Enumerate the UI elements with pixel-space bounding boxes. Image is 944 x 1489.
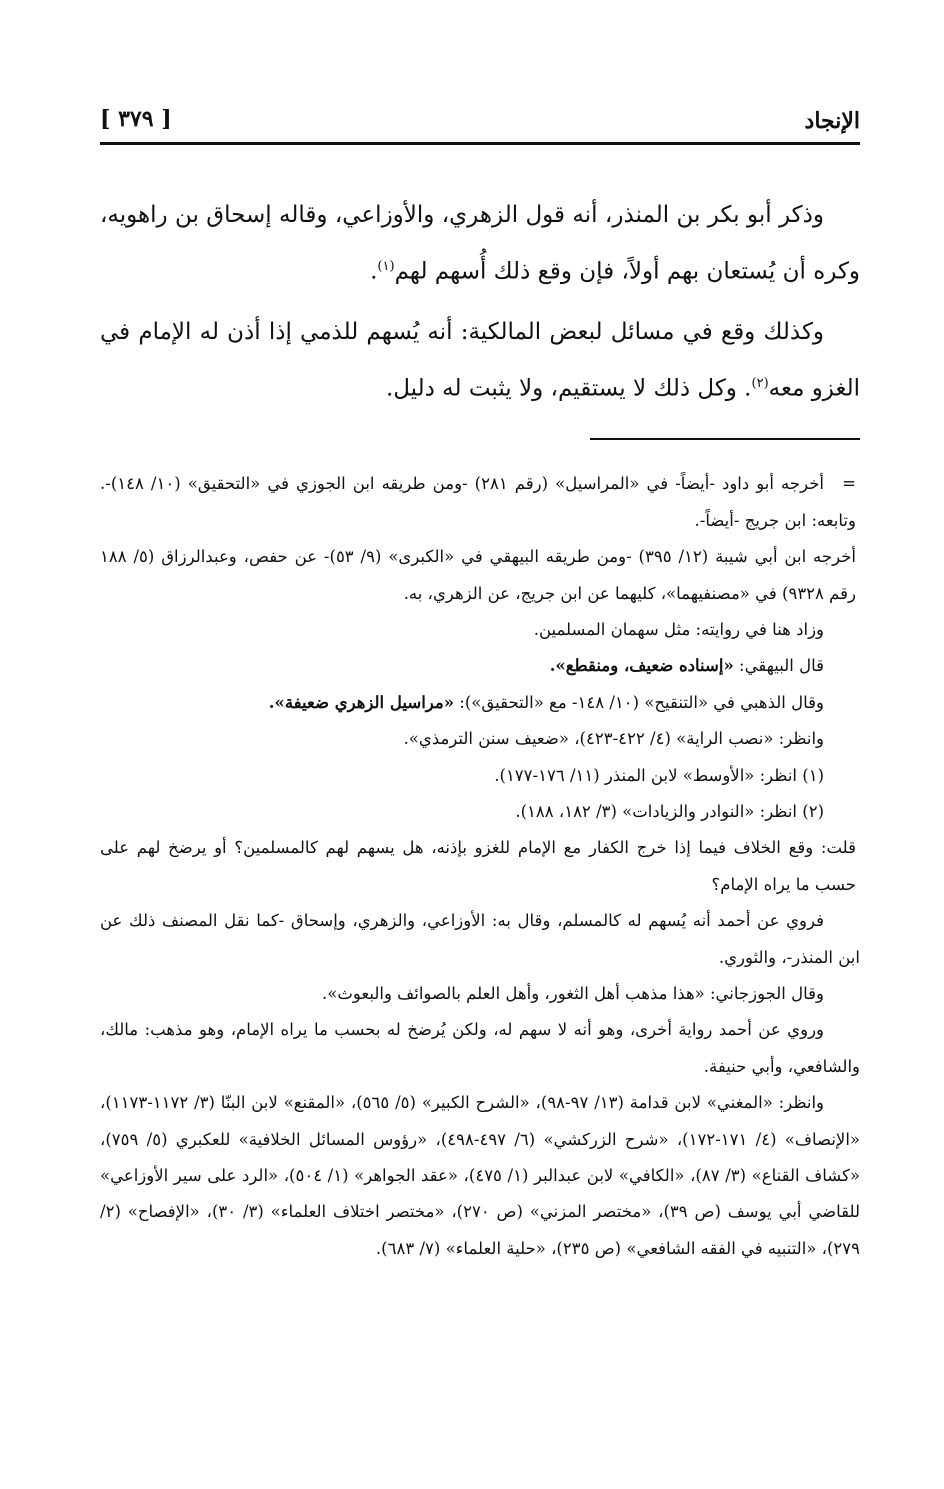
main-paragraph (100, 306, 860, 415)
book-page (100, 100, 860, 1460)
footnote-line (100, 612, 860, 648)
footnote-text: أخرجه أبو داود -أيضاً- في «المراسيل» (رقم ٢٨١) -ومن طريقه ابن الجوزي في «التحقيق» (١٠/ ١٤٨)-. وتابعه: ابن جريج -أيضاً-. (100, 474, 856, 530)
main-paragraph (100, 189, 860, 298)
footnote-line (100, 539, 860, 612)
footnotes (100, 466, 860, 1267)
footnote-text: وانظر: «نصب الراية» (٤/ ٤٢٢-٤٢٣)، «ضعيف سنن الترمذي». (403, 729, 824, 749)
main-paragraph-text: وذكر أبو بكر بن المنذر، أنه قول الزهري، والأوزاعي، وقاله إسحاق بن راهويه، وكره أن يُستعان بهم أولاً، فإن وقع ذلك أُسهم لهم (100, 202, 860, 285)
footnote-text: (١) انظر: «الأوسط» لابن المنذر (١١/ ١٧٦-١٧٧). (494, 765, 824, 785)
footnote-line (100, 976, 860, 1012)
footnote-text: قلت: وقع الخلاف فيما إذا خرج الكفار مع الإمام للغزو بإذنه، هل يسهم لهم كالمسلمين؟ أو يرضخ لهم على حسب ما يراه الإمام؟ (100, 838, 856, 894)
footnote-line (100, 685, 860, 721)
footnote-text: قال البيهقي: (733, 656, 824, 676)
footnote-text: وروي عن أحمد رواية أخرى، وهو أنه لا سهم له، ولكن يُرضخ له بحسب ما يراه الإمام، وهو مذهب: مالك، والشافعي، وأبي حنيفة. (100, 1020, 860, 1076)
footnote-line (100, 830, 860, 903)
footnote-text: وانظر: «المغني» لابن قدامة (١٣/ ٩٧-٩٨)، «الشرح الكبير» (٥/ ٥٦٥)، «المقنع» لابن البنّا (٣/ ١١٧٢-١١٧٣)، «الإنصاف» (٤/ ١٧١-١٧٢)، «شرح الزركشي» (٦/ ٤٩٧-٤٩٨)، «رؤوس المسائل الخلافية» للعكبري (٥/ ٧٥٩)، «كشاف القناع» (٣/ ٨٧)، «الكافي» لابن عبدالبر (١/ ٤٧٥)، «عقد الجواهر» (١/ ٥٠٤)، «الرد على سير الأوزاعي» للقاضي أبي يوسف (ص ٣٩)، «مختصر المزني» (ص ٢٧٠)، «مختصر اختلاف العلماء» (٣/ ٣٠)، «الإفصاح» (٢/ ٢٧٩)، «التنبيه في الفقه الشافعي» (ص ٢٣٥)، «حلية العلماء» (٧/ ٦٨٣). (100, 1093, 861, 1258)
footnote-line (100, 721, 860, 757)
footnote-line (100, 758, 860, 794)
footnote-text: (٢) انظر: «النوادر والزيادات» (٣/ ١٨٢، ١٨٨). (515, 801, 824, 821)
footnote-text: وقال الذهبي في «التنقيح» (١٠/ ١٤٨- مع «التحقيق»): (454, 692, 824, 712)
footnote-line (100, 794, 860, 830)
running-title: الإنجاد (804, 108, 860, 134)
footnote-quote: «إسناده ضعيف، ومنقطع». (549, 656, 734, 676)
footnote-quote: «مراسيل الزهري ضعيفة». (268, 692, 455, 712)
footnote-text: أخرجه ابن أبي شيبة (١٢/ ٣٩٥) -ومن طريقه البيهقي في «الكبرى» (٩/ ٥٣)- عن حفص، وعبدالرزاق (٥/ ١٨٨ رقم ٩٣٢٨) في «مصنفيهما»، كليهما عن ابن جريج، عن الزهري، به. (100, 547, 856, 603)
main-paragraph-text: وكذلك وقع في مسائل لبعض المالكية: أنه يُسهم للذمي إذا أذن له الإمام في الغزو معه (100, 318, 860, 402)
footnote-line (100, 1085, 860, 1267)
footnote-text: وقال الجوزجاني: «هذا مذهب أهل الثغور، وأهل العلم بالصوائف والبعوث». (322, 984, 824, 1003)
footnote-line (100, 648, 860, 684)
footnote-ref: (٢) (751, 375, 769, 391)
continuation-marker: = (842, 474, 856, 494)
footnote-text: فروي عن أحمد أنه يُسهم له كالمسلم، وقال به: الأوزاعي، والزهري، وإسحاق -كما نقل المصنف ذلك عن ابن المنذر-، والثوري. (100, 911, 860, 967)
footnote-text: وزاد هنا في روايته: مثل سهمان المسلمين. (533, 619, 824, 639)
paragraph-end: . (370, 258, 378, 285)
paragraph-end: . وكل ذلك لا يستقيم، ولا يثبت له دليل. (385, 375, 752, 402)
footnote-separator (590, 438, 860, 440)
page-number: [ ٣٧٩ ] (100, 106, 172, 132)
footnote-ref: (١) (377, 259, 395, 274)
footnote-line (100, 466, 860, 539)
footnote-line (100, 903, 860, 976)
main-text (100, 189, 860, 414)
footnote-line (100, 1012, 860, 1085)
page-header (100, 100, 860, 145)
